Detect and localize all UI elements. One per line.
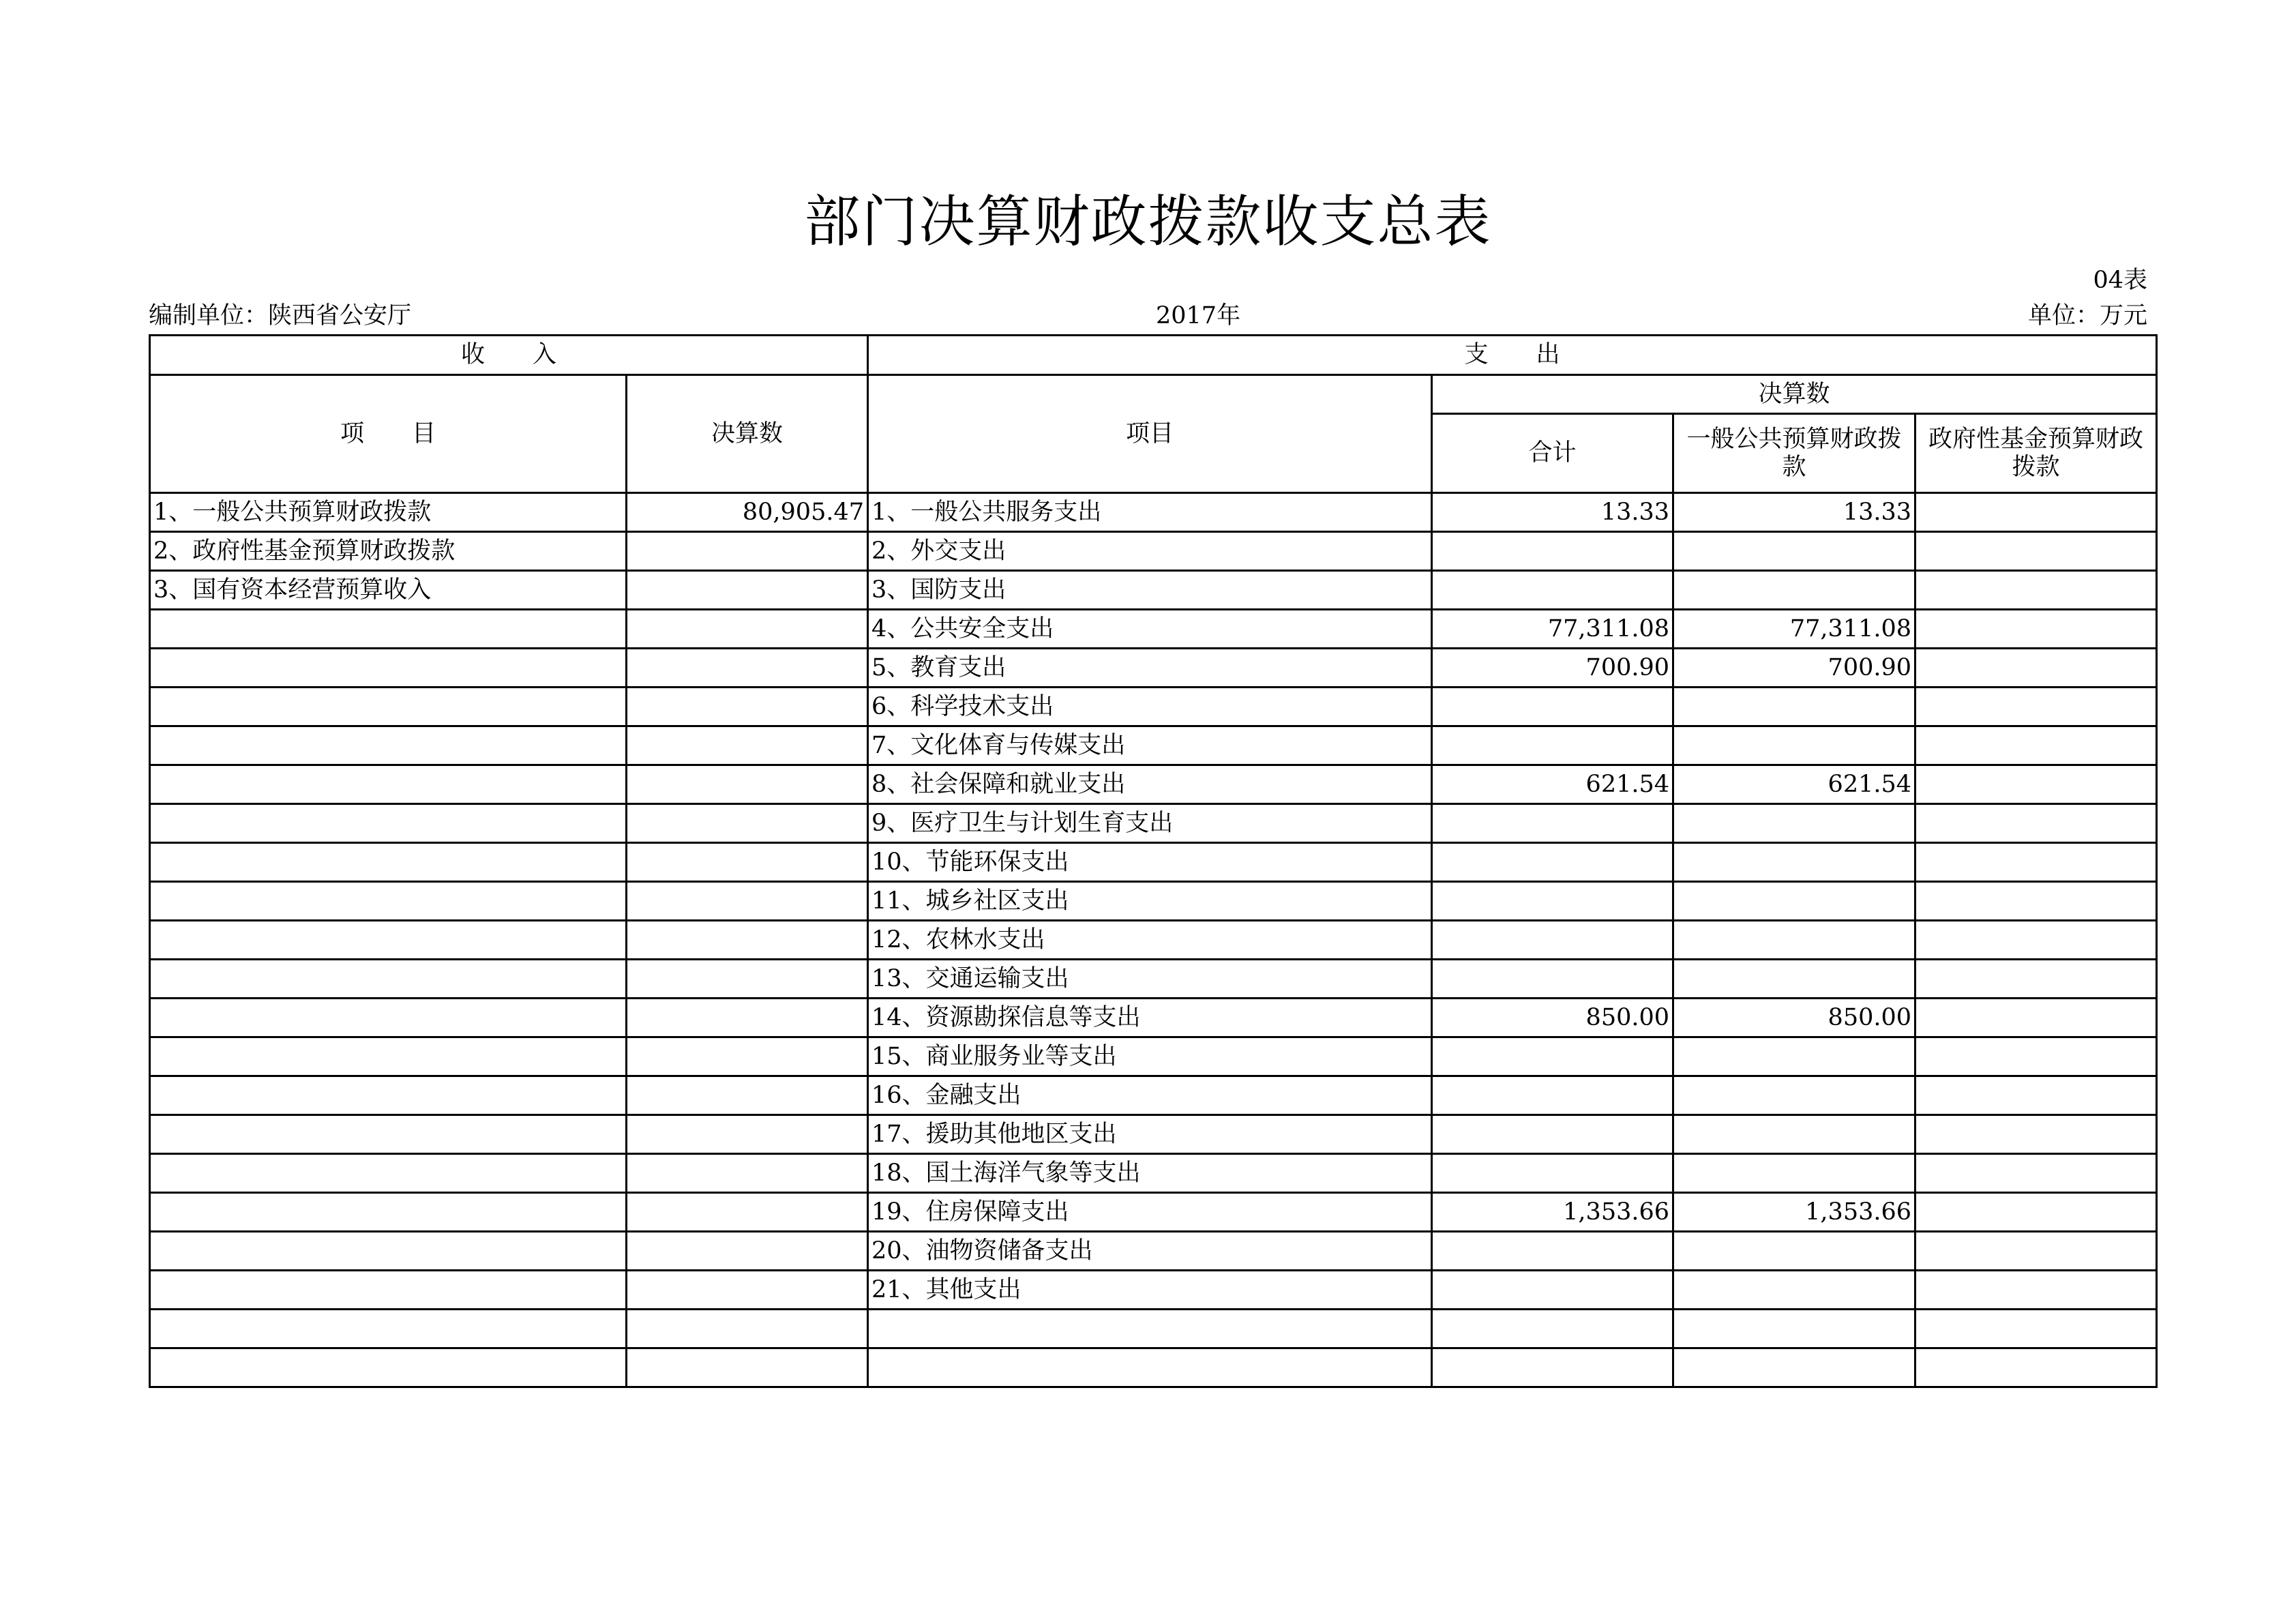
income-item-cell xyxy=(150,1271,627,1310)
fund-budget-cell xyxy=(1915,999,2157,1037)
total-cell: 13.33 xyxy=(1432,493,1673,532)
general-budget-cell xyxy=(1673,1271,1915,1310)
income-amount-cell xyxy=(627,999,868,1037)
general-budget-cell xyxy=(1673,1076,1915,1115)
income-expense-table xyxy=(149,334,2158,1388)
general-budget-cell: 621.54 xyxy=(1673,765,1915,804)
total-cell xyxy=(1432,1037,1673,1076)
income-section-header: 收 入 xyxy=(150,336,868,375)
total-cell: 700.90 xyxy=(1432,649,1673,688)
income-amount-cell xyxy=(627,1348,868,1387)
general-budget-cell xyxy=(1673,688,1915,726)
fund-budget-cell xyxy=(1915,493,2157,532)
total-cell xyxy=(1432,1271,1673,1310)
income-amount-cell xyxy=(627,532,868,571)
general-budget-cell xyxy=(1673,1037,1915,1076)
column-header-row xyxy=(150,375,2157,414)
income-item-cell xyxy=(150,1348,627,1387)
fund-budget-cell xyxy=(1915,1271,2157,1310)
expense-item-cell: 12、农林水支出 xyxy=(868,921,1432,960)
general-budget-cell xyxy=(1673,726,1915,765)
expense-item-cell xyxy=(868,1310,1432,1348)
table-row xyxy=(150,1348,2157,1387)
general-budget-cell: 1,353.66 xyxy=(1673,1193,1915,1232)
income-amount-cell xyxy=(627,610,868,649)
expense-section-header: 支 出 xyxy=(868,336,2157,375)
income-amount-cell xyxy=(627,1271,868,1310)
total-cell: 1,353.66 xyxy=(1432,1193,1673,1232)
table-row xyxy=(150,1037,2157,1076)
income-amount-cell xyxy=(627,960,868,999)
expense-item-cell: 16、金融支出 xyxy=(868,1076,1432,1115)
table-row xyxy=(150,765,2157,804)
total-cell: 850.00 xyxy=(1432,999,1673,1037)
expense-item-cell: 2、外交支出 xyxy=(868,532,1432,571)
table-row xyxy=(150,1076,2157,1115)
table-row xyxy=(150,1154,2157,1193)
page-title: 部门决算财政拨款收支总表 xyxy=(804,190,1492,254)
table-row xyxy=(150,688,2157,726)
general-budget-cell xyxy=(1673,1310,1915,1348)
income-amount-cell xyxy=(627,882,868,921)
general-budget-cell xyxy=(1673,882,1915,921)
total-cell xyxy=(1432,1232,1673,1271)
income-item-cell xyxy=(150,1232,627,1271)
expense-item-cell: 15、商业服务业等支出 xyxy=(868,1037,1432,1076)
total-cell: 77,311.08 xyxy=(1432,610,1673,649)
fund-budget-header: 政府性基金预算财政拨款 xyxy=(1915,414,2157,493)
general-budget-cell xyxy=(1673,960,1915,999)
income-amount-cell xyxy=(627,688,868,726)
expense-item-cell xyxy=(868,1348,1432,1387)
income-item-header: 项 目 xyxy=(150,375,627,493)
total-cell xyxy=(1432,1154,1673,1193)
expense-item-cell: 5、教育支出 xyxy=(868,649,1432,688)
income-item-cell: 1、一般公共预算财政拨款 xyxy=(150,493,627,532)
income-item-cell xyxy=(150,999,627,1037)
income-item-cell xyxy=(150,649,627,688)
fund-budget-cell xyxy=(1915,921,2157,960)
total-cell xyxy=(1432,960,1673,999)
table-row xyxy=(150,1232,2157,1271)
expense-item-cell: 3、国防支出 xyxy=(868,571,1432,610)
fund-budget-cell xyxy=(1915,532,2157,571)
general-budget-cell: 850.00 xyxy=(1673,999,1915,1037)
general-budget-cell xyxy=(1673,1348,1915,1387)
section-header-row xyxy=(150,336,2157,375)
income-item-cell xyxy=(150,843,627,882)
total-cell xyxy=(1432,1115,1673,1154)
table-row xyxy=(150,999,2157,1037)
income-amount-cell xyxy=(627,921,868,960)
income-amount-cell xyxy=(627,1310,868,1348)
fund-budget-cell xyxy=(1915,649,2157,688)
table-code: 04表 xyxy=(2093,267,2147,294)
general-budget-cell xyxy=(1673,532,1915,571)
income-amount-cell xyxy=(627,1193,868,1232)
fund-budget-cell xyxy=(1915,1193,2157,1232)
currency-unit: 单位：万元 xyxy=(2027,302,2147,329)
income-amount-header: 决算数 xyxy=(627,375,868,493)
total-cell xyxy=(1432,1076,1673,1115)
expense-amount-header: 决算数 xyxy=(1432,375,2157,414)
fund-budget-cell xyxy=(1915,804,2157,843)
fund-budget-cell xyxy=(1915,843,2157,882)
expense-item-cell: 20、油物资储备支出 xyxy=(868,1232,1432,1271)
fund-budget-cell xyxy=(1915,1232,2157,1271)
table-row xyxy=(150,610,2157,649)
total-cell xyxy=(1432,921,1673,960)
expense-item-cell: 11、城乡社区支出 xyxy=(868,882,1432,921)
expense-item-cell: 8、社会保障和就业支出 xyxy=(868,765,1432,804)
total-cell xyxy=(1432,804,1673,843)
general-budget-cell xyxy=(1673,571,1915,610)
expense-item-cell: 18、国土海洋气象等支出 xyxy=(868,1154,1432,1193)
income-item-cell xyxy=(150,882,627,921)
income-amount-cell xyxy=(627,1076,868,1115)
total-cell xyxy=(1432,882,1673,921)
income-item-cell xyxy=(150,1115,627,1154)
expense-item-header: 项目 xyxy=(868,375,1432,493)
fund-budget-cell xyxy=(1915,688,2157,726)
total-cell xyxy=(1432,688,1673,726)
expense-item-cell: 14、资源勘探信息等支出 xyxy=(868,999,1432,1037)
income-item-cell xyxy=(150,1193,627,1232)
fund-budget-cell xyxy=(1915,1037,2157,1076)
total-cell xyxy=(1432,571,1673,610)
income-amount-cell xyxy=(627,1154,868,1193)
table-row xyxy=(150,1271,2157,1310)
fund-budget-cell xyxy=(1915,1310,2157,1348)
expense-item-cell: 7、文化体育与传媒支出 xyxy=(868,726,1432,765)
total-cell xyxy=(1432,843,1673,882)
income-amount-cell: 80,905.47 xyxy=(627,493,868,532)
table-row xyxy=(150,843,2157,882)
fund-budget-cell xyxy=(1915,1154,2157,1193)
income-item-cell xyxy=(150,1310,627,1348)
table-row xyxy=(150,493,2157,532)
income-amount-cell xyxy=(627,571,868,610)
income-item-cell: 2、政府性基金预算财政拨款 xyxy=(150,532,627,571)
income-item-cell xyxy=(150,1154,627,1193)
income-item-cell xyxy=(150,1037,627,1076)
income-amount-cell xyxy=(627,1232,868,1271)
general-budget-cell xyxy=(1673,843,1915,882)
income-item-cell xyxy=(150,921,627,960)
total-cell xyxy=(1432,532,1673,571)
income-amount-cell xyxy=(627,765,868,804)
income-item-cell xyxy=(150,1076,627,1115)
fund-budget-cell xyxy=(1915,882,2157,921)
income-amount-cell xyxy=(627,726,868,765)
fund-budget-cell xyxy=(1915,571,2157,610)
expense-item-cell: 10、节能环保支出 xyxy=(868,843,1432,882)
general-budget-cell xyxy=(1673,1115,1915,1154)
income-amount-cell xyxy=(627,649,868,688)
income-item-cell xyxy=(150,960,627,999)
income-item-cell xyxy=(150,804,627,843)
fund-budget-cell xyxy=(1915,610,2157,649)
general-budget-header: 一般公共预算财政拨款 xyxy=(1673,414,1915,493)
table-row xyxy=(150,1115,2157,1154)
total-cell xyxy=(1432,1348,1673,1387)
general-budget-cell xyxy=(1673,1232,1915,1271)
general-budget-cell xyxy=(1673,804,1915,843)
income-item-cell xyxy=(150,765,627,804)
income-item-cell xyxy=(150,726,627,765)
income-item-cell xyxy=(150,688,627,726)
total-header: 合计 xyxy=(1432,414,1673,493)
compiling-unit: 编制单位：陕西省公安厅 xyxy=(149,302,412,329)
general-budget-cell xyxy=(1673,921,1915,960)
fund-budget-cell xyxy=(1915,1115,2157,1154)
table-row xyxy=(150,726,2157,765)
expense-item-cell: 1、一般公共服务支出 xyxy=(868,493,1432,532)
general-budget-cell: 700.90 xyxy=(1673,649,1915,688)
expense-item-cell: 13、交通运输支出 xyxy=(868,960,1432,999)
total-cell xyxy=(1432,726,1673,765)
fund-budget-cell xyxy=(1915,726,2157,765)
income-item-cell xyxy=(150,610,627,649)
table-row xyxy=(150,532,2157,571)
table-row xyxy=(150,804,2157,843)
table-row xyxy=(150,1193,2157,1232)
table-row xyxy=(150,649,2157,688)
income-item-cell: 3、国有资本经营预算收入 xyxy=(150,571,627,610)
fund-budget-cell xyxy=(1915,1076,2157,1115)
expense-item-cell: 4、公共安全支出 xyxy=(868,610,1432,649)
income-amount-cell xyxy=(627,1037,868,1076)
table-row xyxy=(150,921,2157,960)
expense-item-cell: 17、援助其他地区支出 xyxy=(868,1115,1432,1154)
fund-budget-cell xyxy=(1915,1348,2157,1387)
fund-budget-cell xyxy=(1915,765,2157,804)
income-amount-cell xyxy=(627,843,868,882)
table-row xyxy=(150,571,2157,610)
fiscal-year: 2017年 xyxy=(1156,302,1241,329)
table-row xyxy=(150,882,2157,921)
total-cell xyxy=(1432,1310,1673,1348)
total-cell: 621.54 xyxy=(1432,765,1673,804)
expense-item-cell: 9、医疗卫生与计划生育支出 xyxy=(868,804,1432,843)
expense-item-cell: 21、其他支出 xyxy=(868,1271,1432,1310)
income-amount-cell xyxy=(627,804,868,843)
general-budget-cell: 13.33 xyxy=(1673,493,1915,532)
table-row xyxy=(150,1310,2157,1348)
expense-item-cell: 6、科学技术支出 xyxy=(868,688,1432,726)
table-row xyxy=(150,960,2157,999)
expense-item-cell: 19、住房保障支出 xyxy=(868,1193,1432,1232)
fund-budget-cell xyxy=(1915,960,2157,999)
income-amount-cell xyxy=(627,1115,868,1154)
general-budget-cell xyxy=(1673,1154,1915,1193)
general-budget-cell: 77,311.08 xyxy=(1673,610,1915,649)
